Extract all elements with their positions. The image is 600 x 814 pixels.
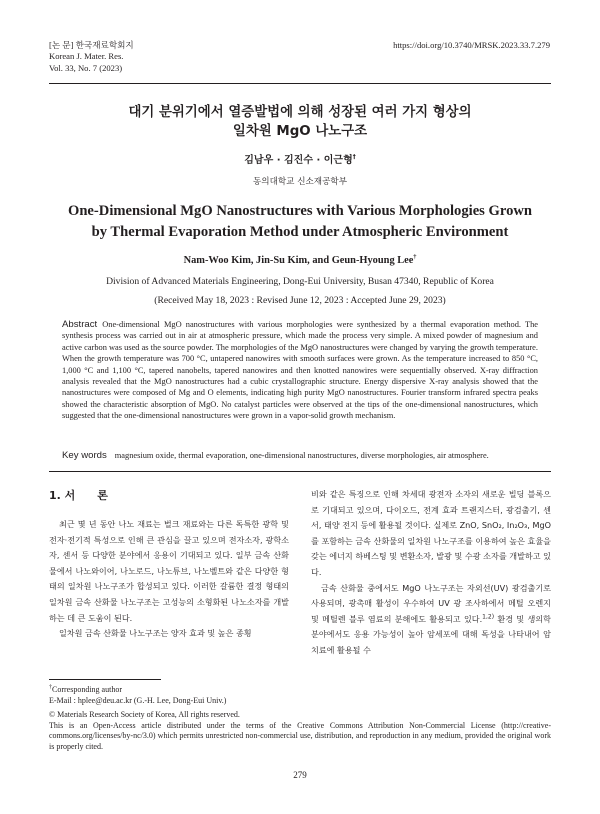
copyright-line: © Materials Research Society of Korea, All rights reserved. bbox=[49, 710, 240, 719]
body-column-right bbox=[311, 487, 551, 659]
header-divider bbox=[49, 83, 551, 84]
abstract-text: One-dimensional MgO nanostructures with various morphologies were synthesized by a thermal evaporation method. The synthesis process was carried out in air at atmospheric pressure, which made the process very simple. A mixed powder of magnesium and active carbon was used as the source powder. The morphologies of the MgO nanostructures were changed by varying the growth temperature. When the growth temperature was 700 °C, untapered nanowires with smooth surfaces were grown. As the temperature increased to 850 °C, 1,000 °C and 1,100 °C, tapered nanobelts, tapered nanowires and then knotted nanowires were sequentially observed. X-ray diffraction analysis revealed that the MgO nanostructures had a cubic crystallographic structure. Energy dispersive X-ray analysis showed that the nanostructures were composed of Mg and O elements, indicating high purity MgO nanostructures. Fourier transform infrared spectra peaks showed the characteristic absorption of MgO. No catalyst particles were observed at the tips of the one-dimensional nanostructures, which suggested that the one-dimensional nanostructures were grown in a vapor-solid growth mechanism. bbox=[62, 320, 538, 421]
body-column-left bbox=[49, 517, 289, 642]
abstract bbox=[62, 319, 538, 422]
title-english-line2: by Thermal Evaporation Method under Atmospheric Environment bbox=[91, 224, 509, 240]
corresponding-mark: † bbox=[352, 153, 356, 161]
title-korean-line2: 일차원 MgO 나노구조 bbox=[232, 124, 368, 139]
keywords bbox=[62, 450, 538, 461]
footnote-divider bbox=[49, 679, 161, 680]
footnote-corresponding: Corresponding author bbox=[52, 685, 122, 694]
authors-korean-names: 김남우 · 김진수 · 이근형 bbox=[244, 155, 353, 166]
footnote-mark: † bbox=[49, 684, 52, 691]
received-dates: (Received May 18, 2023 : Revised June 12, 2023 : Accepted June 29, 2023) bbox=[154, 295, 446, 306]
footnote-email: E-Mail : hplee@deu.ac.kr (G.-H. Lee, Dong-Eui Univ.) bbox=[49, 696, 227, 705]
section-heading-introduction: 1. 서 론 bbox=[49, 489, 108, 502]
authors-english-names: Nam-Woo Kim, Jin-Su Kim, and Geun-Hyoung Lee bbox=[183, 255, 414, 266]
footnote bbox=[49, 684, 226, 706]
authors-korean bbox=[0, 151, 600, 166]
affiliation-korean: 동의대학교 신소재공학부 bbox=[252, 177, 348, 187]
title-english-line1: One-Dimensional MgO Nanostructures with Various Morphologies Grown bbox=[67, 203, 533, 219]
affiliation-english: Division of Advanced Materials Engineering, Dong-Eui University, Busan 47340, Republic of Korea bbox=[106, 276, 494, 287]
body-paragraph: 최근 몇 년 동안 나노 재료는 벌크 재료와는 다른 독특한 광학 및 전자·전기적 특성으로 인해 큰 관심을 끌고 있으며 전자소자, 광학소자, 센서 등 다양한 분야에서 응용이 기대되고 있다. 일부 금속 산화물에서 나노와이어, 나노로드, 나노튜브, 나노벨트와 같은 다양한 형태의 일차원 나노구조가 합성되고 있다. 이러한 갈륨한 결정 형태의 일차원 금속 산화물 나노구조는 고성능의 소형화된 나노소자를 개발하는 데 큰 도움이 된다. bbox=[49, 519, 289, 623]
body-paragraph: 일차원 금속 산화물 나노구조는 양자 효과 및 높은 종횡 bbox=[59, 628, 252, 639]
keywords-label: Key words bbox=[62, 450, 107, 461]
citation-ref[interactable]: 1,2) bbox=[482, 613, 495, 621]
body-text: 환경 및 생의학 분야에서도 응용 가능성이 높아 암세포에 대해 독성을 나타내어 암 치료에 활용될 수 bbox=[311, 613, 551, 655]
doi-link[interactable]: https://doi.org/10.3740/MRSK.2023.33.7.279 bbox=[393, 40, 550, 50]
body-paragraph bbox=[311, 581, 551, 659]
abstract-divider bbox=[49, 471, 551, 472]
authors-english bbox=[0, 255, 600, 266]
journal-volume: Vol. 33, No. 7 (2023) bbox=[49, 62, 123, 73]
title-korean-line1: 대기 분위기에서 열증발법에 의해 성장된 여러 가지 형상의 bbox=[128, 105, 472, 120]
license-text: This is an Open-Access article distributed under the terms of the Creative Commons Attribution Non-Commercial License (http://creative-commons.org/licenses/by-nc/3.0) which permits unrestricted non-commercial use, distribution, and reproduction in any medium, provided the original work is properly cited. bbox=[49, 720, 551, 751]
journal-name-en: Korean J. Mater. Res. bbox=[49, 51, 124, 62]
license-notice bbox=[49, 710, 551, 752]
page-number: 279 bbox=[293, 770, 307, 780]
abstract-label: Abstract bbox=[62, 319, 98, 330]
body-paragraph: 비와 같은 특징으로 인해 차세대 광전자 소자의 새로운 빌딩 블록으로 기대되고 있으며, 다이오드, 전계 효과 트랜지스터, 광검출기, 센서, 태양 전지 등에 활용될 것이다. 실제로 ZnO, SnO₂, In₂O₃, MgO를 포함하는 금속 산화물의 일차원 나노구조를 이용하여 높은 효율을 갖는 에너지 하베스팅 및 변환소자, 발광 및 수광 소자를 개발하고 있다. bbox=[311, 489, 551, 577]
journal-name-ko: [논 문] 한국재료학회지 bbox=[49, 40, 134, 50]
journal-header bbox=[49, 40, 134, 74]
title-english bbox=[40, 201, 560, 243]
body-text: 금속 산화물 중에서도 MgO 나노구조는 자외선(UV) 광검출기로 사용되며, 광촉매 활성이 우수하여 UV 광 조사하에서 메틸 오렌지 및 메틸렌 블루 염료의 분해에도 활용되고 있다. bbox=[311, 582, 551, 624]
keywords-text: magnesium oxide, thermal evaporation, one-dimensional nanostructures, diverse morphologies, air atmosphere. bbox=[114, 451, 489, 460]
corresponding-mark-en: † bbox=[413, 254, 417, 261]
title-korean bbox=[0, 103, 600, 141]
